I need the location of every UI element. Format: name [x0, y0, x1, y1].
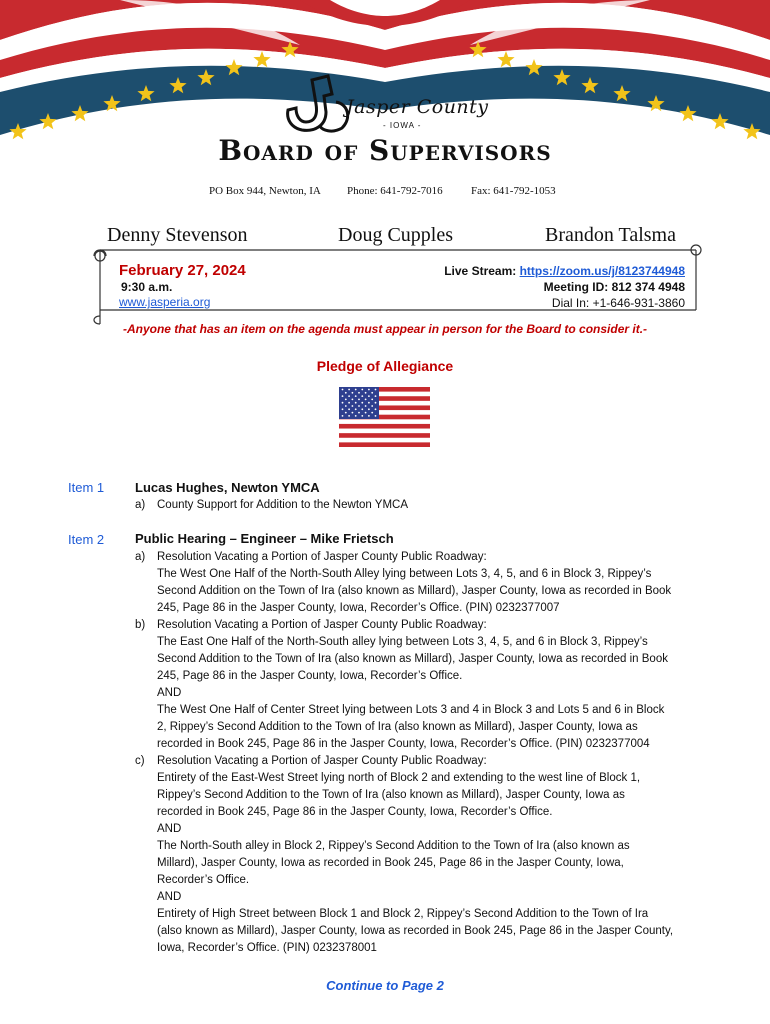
- agenda-notice: -Anyone that has an item on the agenda must appear in person for the Board to consider it.-: [122, 322, 648, 336]
- flag-star: [358, 412, 360, 414]
- po-box: PO Box 944, Newton, IA: [209, 185, 321, 197]
- sub-item-line: Entirety of High Street between Block 1 and Block 2, Rippey’s Second Addition to the Town of Ira: [157, 908, 649, 920]
- flag-star: [375, 389, 377, 391]
- us-flag-icon: [339, 387, 430, 447]
- dial-in-number: Dial In: +1-646-931-3860: [551, 296, 685, 310]
- sub-item: [135, 497, 735, 514]
- flag-star: [368, 415, 370, 417]
- live-stream-link[interactable]: https://zoom.us/j/8123744948: [519, 264, 685, 278]
- meeting-time: 9:30 a.m.: [121, 280, 173, 294]
- flag-star: [371, 405, 373, 407]
- flag-star: [345, 392, 347, 394]
- flag-star: [355, 402, 357, 404]
- sub-item-line: (also known as Millard), Jasper County, Iowa as recorded in Book 245, Page 86 in the Jasper County,: [157, 925, 674, 937]
- flag-stripe: [339, 424, 430, 429]
- sub-item-letter: b): [135, 619, 146, 631]
- flag-star: [355, 415, 357, 417]
- sub-item-line: AND: [157, 891, 182, 903]
- flag-star: [348, 402, 350, 404]
- logo-state-label: - IOWA -: [383, 121, 422, 130]
- sub-item-line: recorded in Book 245, Page 86 in the Jasper County, Iowa, Recorder’s Office. (PIN) 0232377004: [157, 738, 650, 750]
- flag-star: [358, 392, 360, 394]
- page-title: Board of Supervisors: [218, 134, 552, 167]
- flag-stripe: [339, 442, 430, 447]
- flag-star: [371, 392, 373, 394]
- flag-star: [352, 412, 354, 414]
- flag-star: [361, 402, 363, 404]
- sub-item-letter: a): [135, 499, 146, 511]
- sub-item: [135, 549, 735, 614]
- flag-star: [348, 408, 350, 410]
- sub-item-letter: a): [135, 551, 146, 563]
- flag-star: [375, 415, 377, 417]
- sub-item-line: 245, Page 86 in the Jasper County, Iowa, Recorder’s Office.: [157, 670, 463, 682]
- flag-star: [352, 405, 354, 407]
- sub-item-line: The West One Half of Center Street lying between Lots 3 and 4 in Block 3 and Lots 5 and 6 in Block: [157, 704, 665, 716]
- website-link[interactable]: www.jasperia.org: [119, 295, 211, 309]
- flag-star: [358, 399, 360, 401]
- logo-county-name: Jasper County: [346, 96, 489, 118]
- jasper-county-logo-icon: [282, 74, 354, 136]
- flag-star: [345, 399, 347, 401]
- flag-star: [375, 395, 377, 397]
- sub-item-line: Resolution Vacating a Portion of Jasper County Public Roadway:: [157, 619, 487, 631]
- flag-star: [375, 408, 377, 410]
- supervisor-name: Doug Cupples: [338, 224, 453, 246]
- flag-star: [375, 402, 377, 404]
- sub-item: [135, 617, 735, 750]
- meeting-date: February 27, 2024: [119, 262, 246, 279]
- sub-item-line: Entirety of the East-West Street lying north of Block 2 and extending to the west line of Block 1,: [157, 772, 641, 784]
- live-stream-label: Live Stream:: [444, 264, 517, 278]
- flag-star: [342, 415, 344, 417]
- flag-star: [342, 408, 344, 410]
- pledge-heading: Pledge of Allegiance: [316, 358, 454, 374]
- sub-item-body: [157, 549, 737, 617]
- phone-number: Phone: 641-792-7016: [347, 185, 443, 197]
- item-label: Item 1: [68, 480, 105, 495]
- sub-item-line: recorded in Book 245, Page 86 in the Jasper County, Iowa, Recorder’s Office.: [157, 806, 553, 818]
- flag-star: [361, 415, 363, 417]
- sub-item-letter: c): [135, 755, 145, 767]
- item-title: Public Hearing – Engineer – Mike Frietsch: [135, 531, 394, 546]
- meeting-id: Meeting ID: 812 374 4948: [543, 280, 685, 294]
- flag-star: [352, 399, 354, 401]
- supervisor-name: Brandon Talsma: [545, 224, 676, 246]
- sub-item-body: [157, 617, 737, 753]
- sub-item-line: AND: [157, 687, 182, 699]
- flag-star: [361, 389, 363, 391]
- flag-star: [342, 389, 344, 391]
- sub-item-line: 2, Rippey’s Second Addition to the Town of Ira (also known as Millard), Jasper County, Iowa as: [157, 721, 638, 733]
- sub-item-line: Second Addition on the Town of Ira (also known as Millard), Jasper County, Iowa as recorded in Book: [157, 585, 672, 597]
- sub-item-line: AND: [157, 823, 182, 835]
- flag-star: [352, 392, 354, 394]
- flag-star: [371, 412, 373, 414]
- sub-item-line: Millard), Jasper County, Iowa as recorded in Book 245, Page 86 in the Jasper County, Iowa,: [157, 857, 624, 869]
- flag-star: [368, 389, 370, 391]
- continue-link[interactable]: Continue to Page 2: [326, 978, 444, 993]
- sub-item-line: Second Addition to the Town of Ira (also known as Millard), Jasper County, Iowa as recorded in Book: [157, 653, 668, 665]
- supervisor-name: Denny Stevenson: [107, 224, 248, 246]
- sub-item-line: The North-South alley in Block 2, Rippey’s Second Addition to the Town of Ira (also known as: [157, 840, 630, 852]
- sub-item-line: Resolution Vacating a Portion of Jasper County Public Roadway:: [157, 755, 487, 767]
- flag-star: [355, 395, 357, 397]
- flag-star: [368, 395, 370, 397]
- sub-item-line: County Support for Addition to the Newton YMCA: [157, 499, 409, 511]
- flag-star: [342, 395, 344, 397]
- sub-item-line: The East One Half of the North-South alley lying between Lots 3, 4, 5, and 6 in Block 3, Rippey’s: [157, 636, 648, 648]
- fax-number: Fax: 641-792-1053: [471, 185, 556, 197]
- flag-star: [365, 399, 367, 401]
- flag-star: [348, 389, 350, 391]
- item-label: Item 2: [68, 532, 105, 547]
- flag-stripe: [339, 433, 430, 438]
- sub-item-body: [157, 497, 737, 514]
- flag-star: [361, 395, 363, 397]
- flag-star: [365, 405, 367, 407]
- sub-item-line: Iowa, Recorder’s Office. (PIN) 0232378001: [157, 942, 377, 954]
- flag-star: [348, 395, 350, 397]
- flag-star: [365, 412, 367, 414]
- item-title: Lucas Hughes, Newton YMCA: [135, 480, 320, 495]
- sub-item-line: The West One Half of the North-South Alley lying between Lots 3, 4, 5, and 6 in Block 3, Rippey’s: [157, 568, 652, 580]
- flag-star: [358, 405, 360, 407]
- flag-star: [368, 402, 370, 404]
- sub-item-body: [157, 753, 737, 957]
- flag-star: [342, 402, 344, 404]
- live-stream: [444, 264, 685, 278]
- flag-star: [348, 415, 350, 417]
- flag-star: [345, 405, 347, 407]
- flag-star: [355, 408, 357, 410]
- flag-star: [345, 412, 347, 414]
- flag-star: [361, 408, 363, 410]
- sub-item: [135, 753, 735, 954]
- flag-star: [355, 389, 357, 391]
- sub-item-line: 245, Page 86 in the Jasper County, Iowa, Recorder’s Office. (PIN) 0232377007: [157, 602, 560, 614]
- sub-item-line: Rippey’s Second Addition to the Town of Ira (also known as Millard), Jasper County, Iowa as: [157, 789, 625, 801]
- sub-item-line: Recorder’s Office.: [157, 874, 250, 886]
- flag-star: [365, 392, 367, 394]
- flag-star: [371, 399, 373, 401]
- sub-item-line: Resolution Vacating a Portion of Jasper County Public Roadway:: [157, 551, 487, 563]
- flag-star: [368, 408, 370, 410]
